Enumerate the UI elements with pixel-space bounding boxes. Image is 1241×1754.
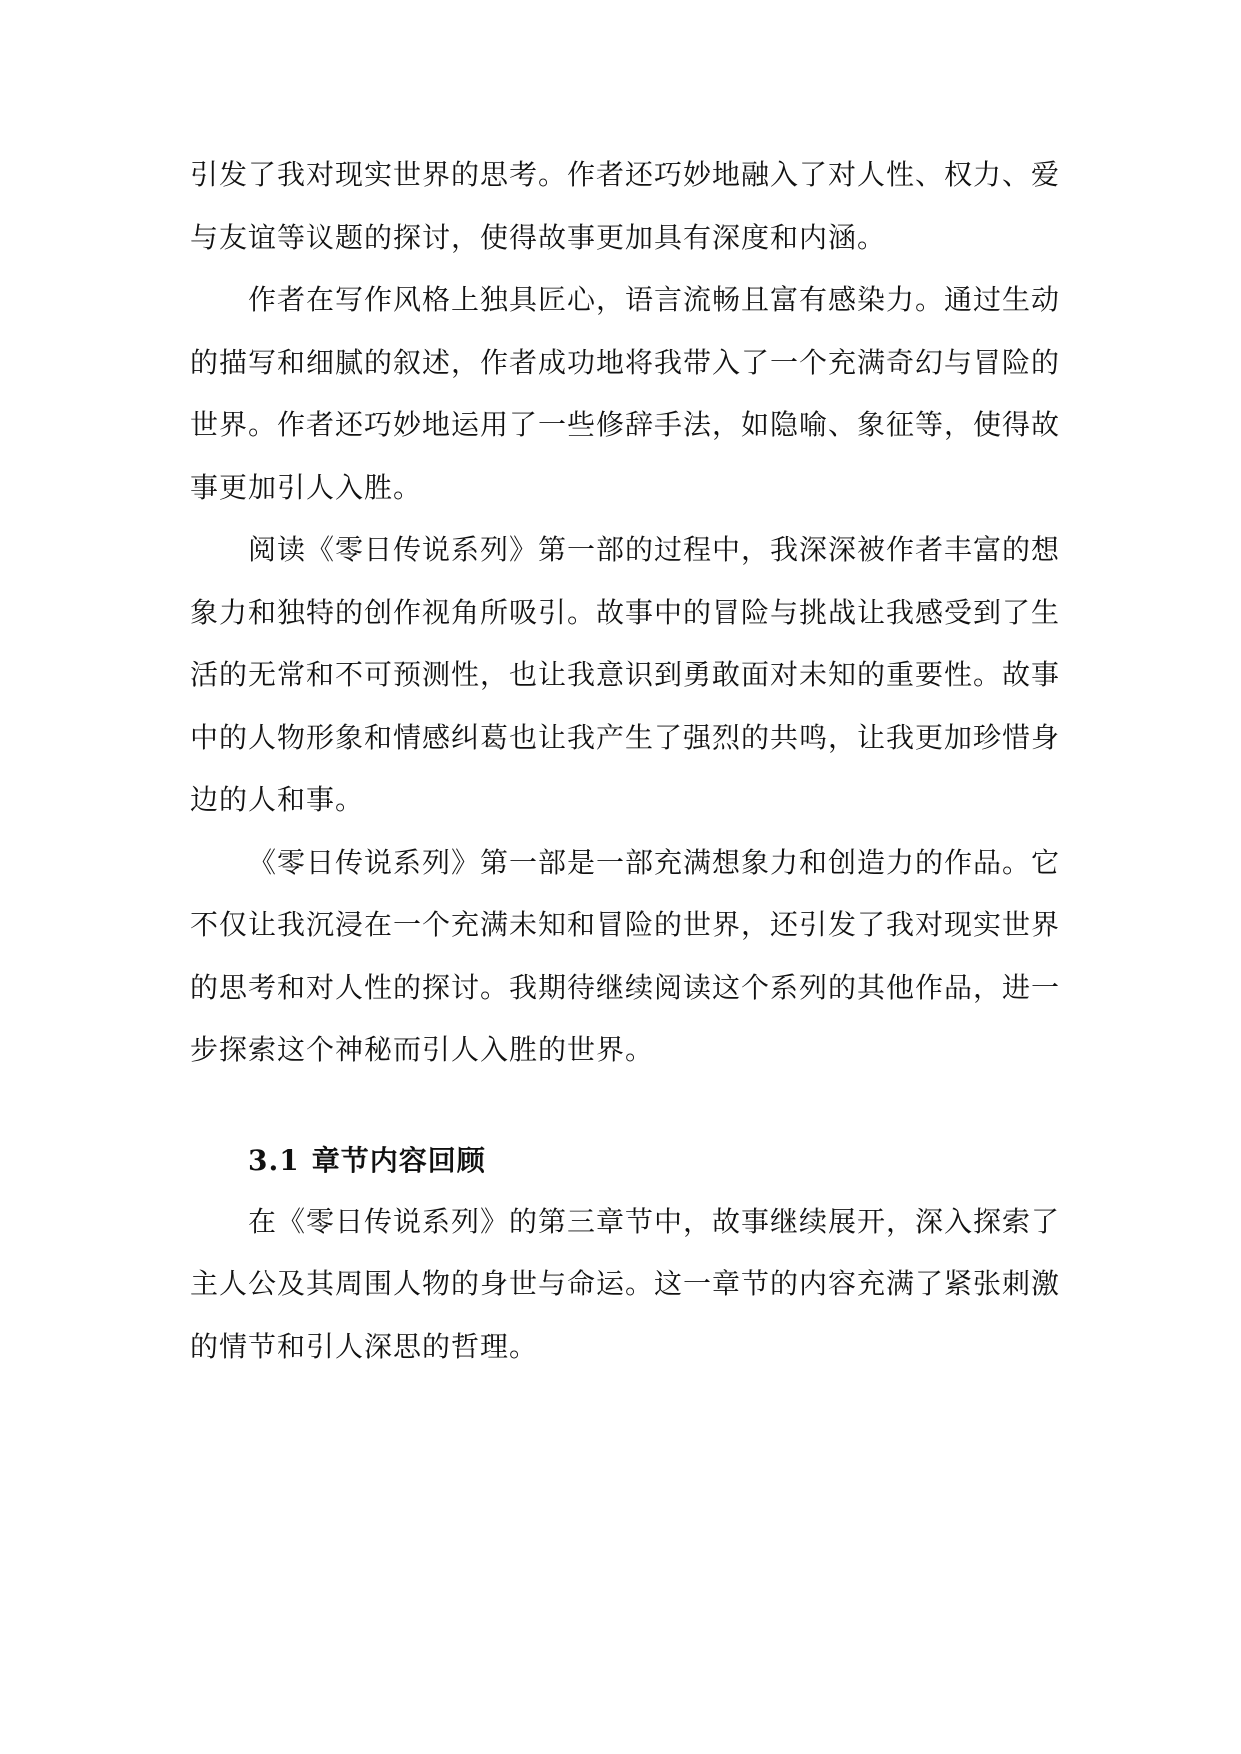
paragraph-continuation: 引发了我对现实世界的思考。作者还巧妙地融入了对人性、权力、爱与友谊等议题的探讨，使得故事更加具有深度和内涵。 — [190, 158, 1061, 254]
paragraph-summary: 《零日传说系列》第一部是一部充满想象力和创造力的作品。它不仅让我沉浸在一个充满未知和冒险的世界，还引发了我对现实世界的思考和对人性的探讨。我期待继续阅读这个系列的其他作品，进一步探索这个神秘而引人入胜的世界。 — [190, 845, 1061, 1066]
page-content — [190, 144, 1060, 1378]
section-number: 3.1 — [248, 1143, 300, 1177]
section-title: 章节内容回顾 — [311, 1143, 486, 1177]
paragraph-reading-experience: 阅读《零日传说系列》第一部的过程中，我深深被作者丰富的想象力和独特的创作视角所吸引。故事中的冒险与挑战让我感受到了生活的无常和不可预测性，也让我意识到勇敢面对未知的重要性。故事中的人物形象和情感纠葛也让我产生了强烈的共鸣，让我更加珍惜身边的人和事。 — [190, 533, 1061, 816]
section-heading — [190, 1131, 1060, 1191]
paragraph-chapter-review: 在《零日传说系列》的第三章节中，故事继续展开，深入探索了主人公及其周围人物的身世与命运。这一章节的内容充满了紧张刺激的情节和引人深思的哲理。 — [190, 1204, 1061, 1363]
paragraph-writing-style: 作者在写作风格上独具匠心，语言流畅且富有感染力。通过生动的描写和细腻的叙述，作者成功地将我带入了一个充满奇幻与冒险的世界。作者还巧妙地运用了一些修辞手法，如隐喻、象征等，使得故事更加引人入胜。 — [190, 283, 1061, 504]
